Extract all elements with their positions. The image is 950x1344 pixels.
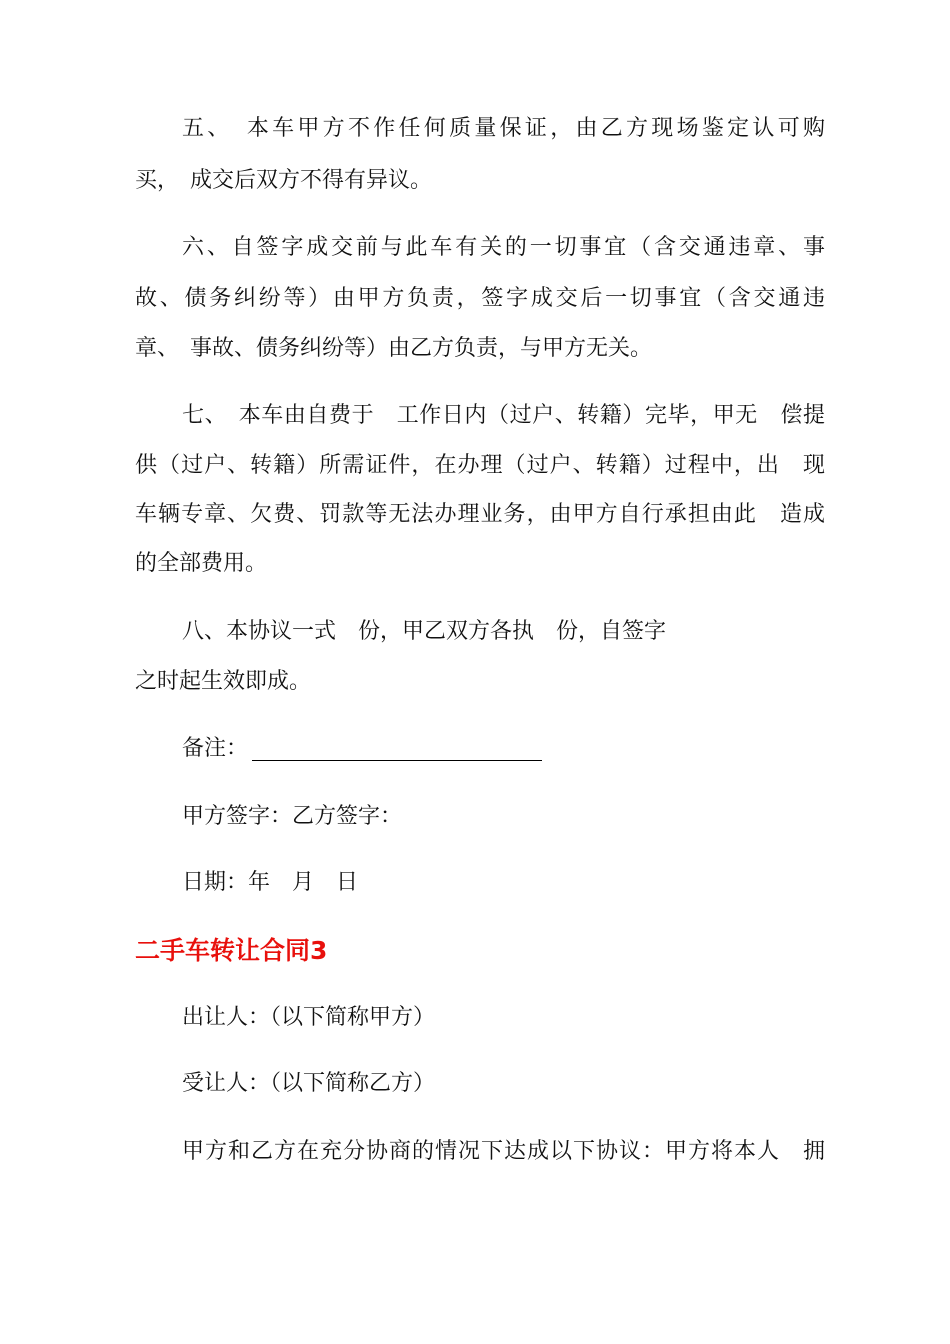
- remarks-row: [182, 734, 825, 764]
- section6-line2: 故、债务纠纷等）由甲方负责，签字成交后一切事宜（含交通违: [135, 286, 825, 311]
- section8-line2: 之时起生效即成。: [135, 669, 312, 694]
- section6-line3: 章、 事故、债务纠纷等）由乙方负责，与甲方无关。: [135, 336, 653, 361]
- section5-line1: 五、 本车甲方不作任何质量保证，由乙方现场鉴定认可购: [182, 116, 825, 141]
- section7-line2: 供（过户、转籍）所需证件，在办理（过户、转籍）过程中，出 现: [135, 453, 825, 478]
- transferee-line: 受让人：（以下简称乙方）: [182, 1071, 436, 1096]
- section7-line1: 七、 本车由自费于 工作日内（过户、转籍）完毕，甲无 偿提: [182, 403, 825, 428]
- section8-line1: 八、本协议一式 份，甲乙双方各执 份，自签字: [182, 619, 667, 644]
- section6-line1: 六、自签字成交前与此车有关的一切事宜（含交通违章、事: [182, 235, 825, 260]
- contract3-title: 二手车转让合同3: [135, 936, 328, 965]
- agreement-intro-line: 甲方和乙方在充分协商的情况下达成以下协议：甲方将本人 拥: [182, 1139, 825, 1164]
- signature-line: 甲方签字：乙方签字：: [182, 804, 403, 829]
- section7-line3: 车辆专章、欠费、罚款等无法办理业务，由甲方自行承担由此 造成: [135, 502, 825, 527]
- date-line: 日期：年 月 日: [182, 870, 359, 895]
- section7-line4: 的全部费用。: [135, 551, 268, 576]
- remarks-label: 备注：: [182, 736, 249, 761]
- section5-line2: 买， 成交后双方不得有异议。: [135, 168, 433, 193]
- transferor-line: 出让人：（以下简称甲方）: [182, 1005, 436, 1030]
- remarks-blank-line: [252, 740, 542, 761]
